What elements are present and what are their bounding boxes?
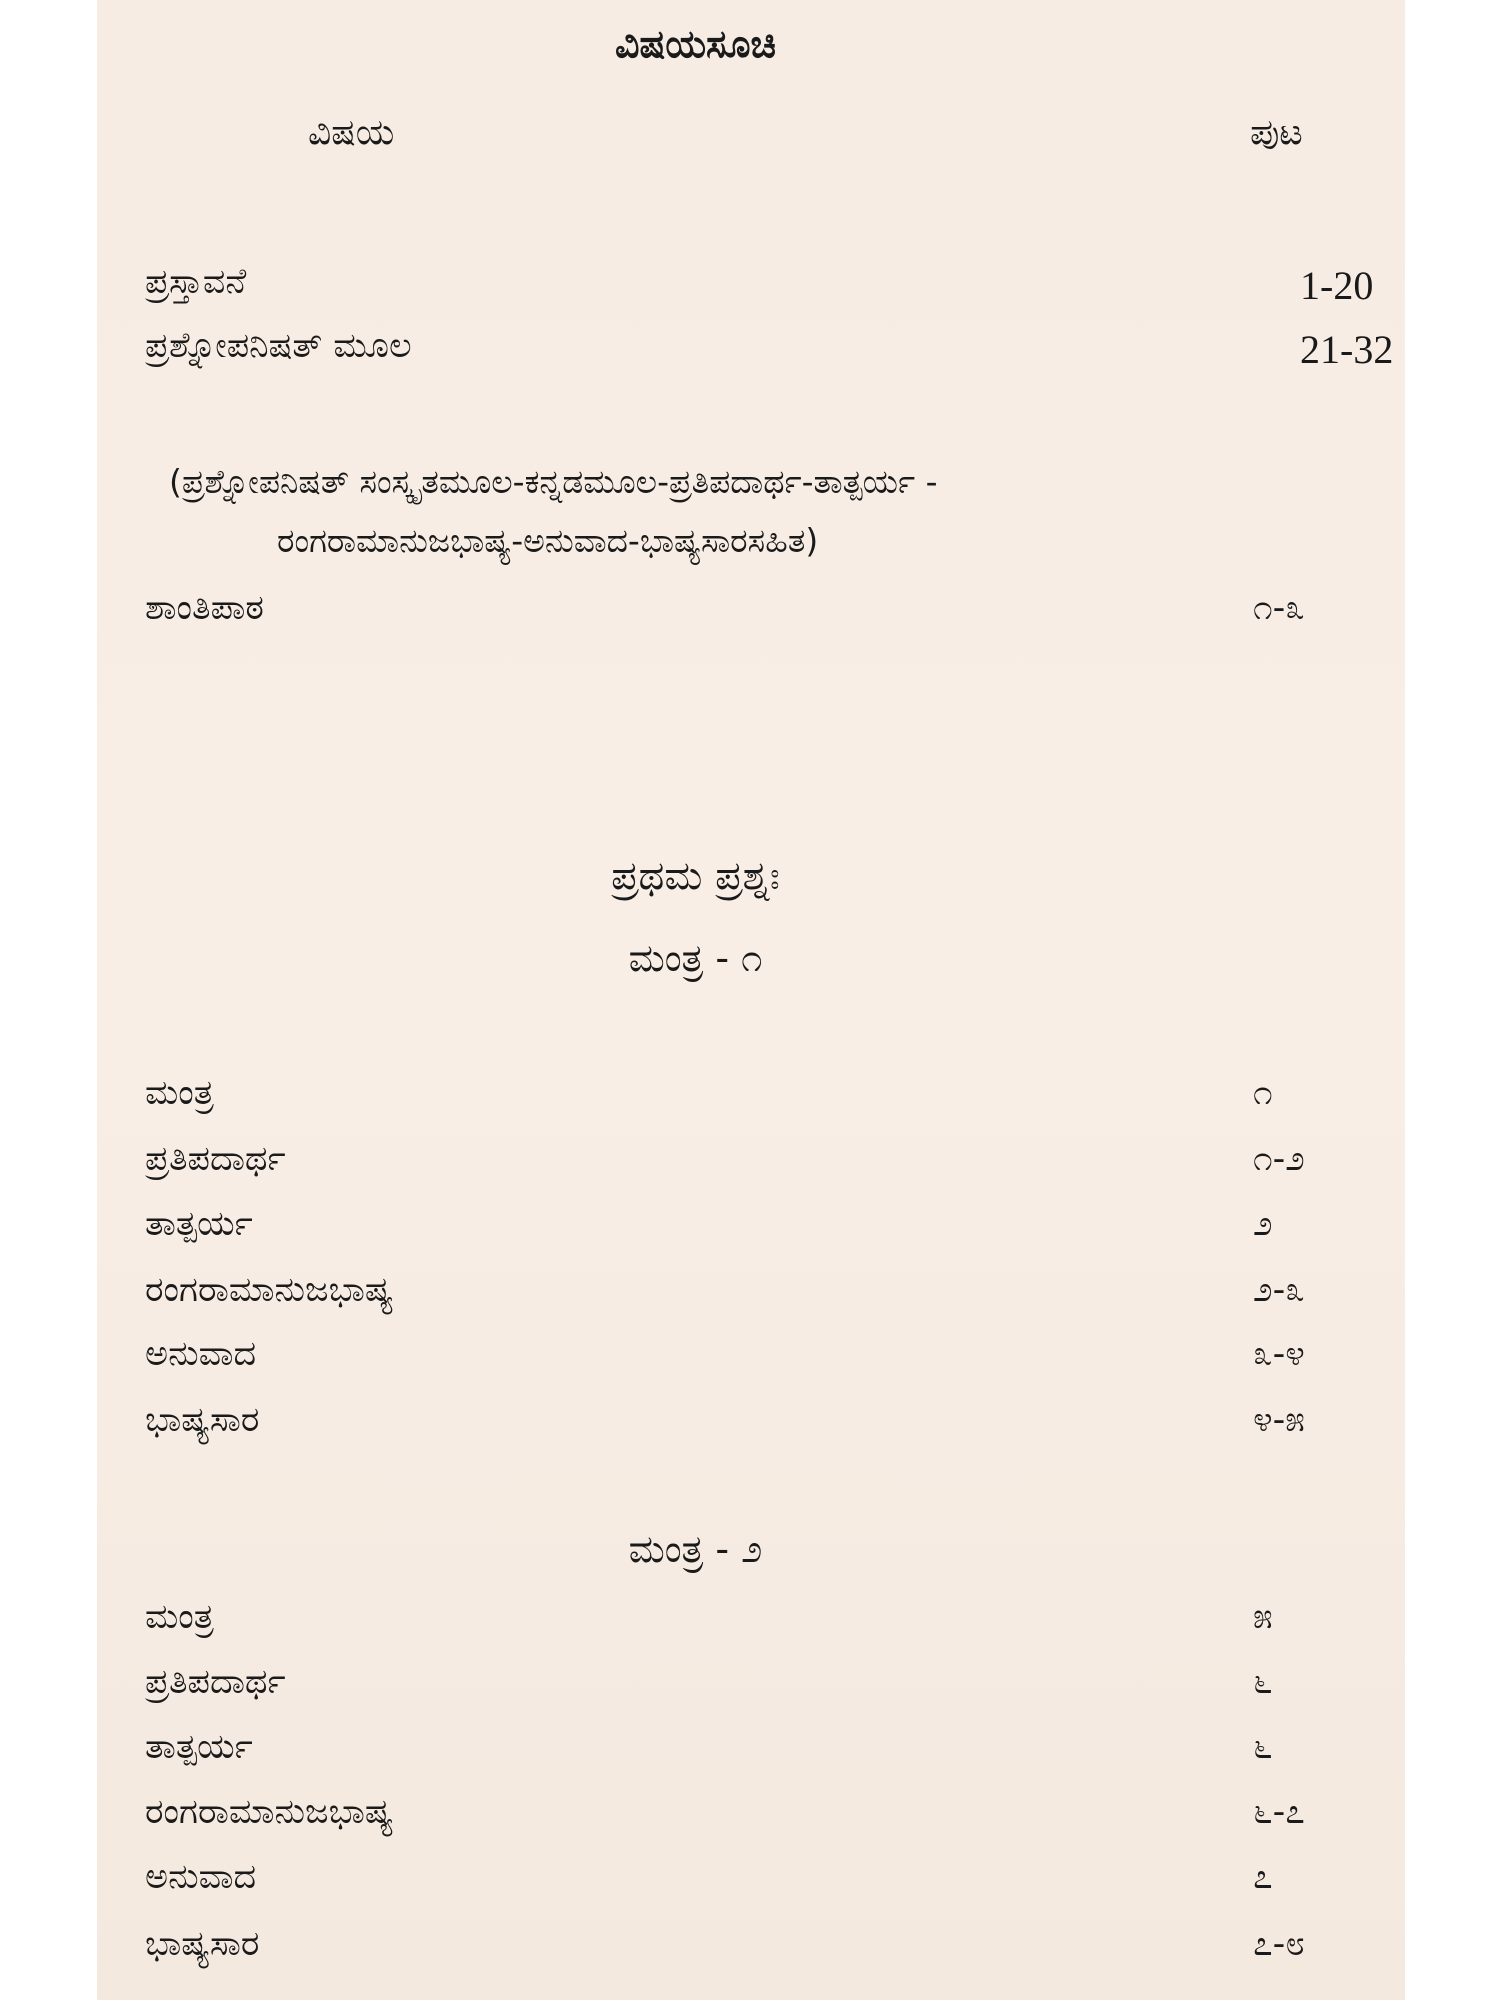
toc-entry[interactable] xyxy=(145,1727,1295,1775)
toc-entry[interactable] xyxy=(145,1400,1305,1448)
toc-entry-page: ೬-೭ xyxy=(1253,1792,1305,1832)
toc-entry-page: ೭ xyxy=(1253,1857,1273,1897)
toc-entry-page: ೬ xyxy=(1253,1662,1273,1702)
toc-entry-label: ಪ್ರತಿಪದಾರ್ಥ xyxy=(145,1139,286,1179)
column-header-page: ಪುಟ xyxy=(1250,112,1303,153)
contents-note-line-1: (ಪ್ರಶ್ನೋಪನಿಷತ್ ಸಂಸ್ಕೃತಮೂಲ-ಕನ್ನಡಮೂಲ-ಪ್ರತಿಪದಾರ್ಥ-ತಾತ್ಪರ್ಯ - xyxy=(169,462,938,501)
toc-entry-page: ೫ xyxy=(1253,1597,1273,1637)
toc-entry-page: ೧-೩ xyxy=(1253,588,1305,628)
mantra-1-heading: ಮಂತ್ರ - ೧ xyxy=(628,936,763,980)
toc-entry-label: ಪ್ರಸ್ತಾವನೆ xyxy=(145,262,247,302)
toc-entry-label: ಪ್ರತಿಪದಾರ್ಥ xyxy=(145,1662,286,1702)
toc-entry-page: ೬ xyxy=(1253,1727,1273,1767)
toc-entry-page: ೪-೫ xyxy=(1253,1400,1305,1440)
toc-entry-label: ಮಂತ್ರ xyxy=(145,1597,214,1637)
contents-note-line-2: ರಂಗರಾಮಾನುಜಭಾಷ್ಯ-ಅನುವಾದ-ಭಾಷ್ಯಸಾರಸಹಿತ) xyxy=(277,521,819,560)
toc-entry-label: ಅನುವಾದ xyxy=(145,1334,257,1374)
toc-entry-label: ರಂಗರಾಮಾನುಜಭಾಷ್ಯ xyxy=(145,1792,394,1832)
toc-entry-label: ತಾತ್ಪರ್ಯ xyxy=(145,1204,253,1244)
toc-entry[interactable] xyxy=(145,1662,1295,1710)
toc-entry-label: ಭಾಷ್ಯಸಾರ xyxy=(145,1400,260,1440)
toc-entry[interactable] xyxy=(145,1597,1295,1645)
column-header-topic: ವಿಷಯ xyxy=(308,112,395,153)
toc-entry-label: ಭಾಷ್ಯಸಾರ xyxy=(145,1924,260,1964)
toc-entry-page: ೨-೩ xyxy=(1253,1270,1305,1310)
page-title: ವಿಷಯಸೂಚಿ xyxy=(614,22,776,66)
toc-entry[interactable] xyxy=(145,1270,1305,1318)
toc-entry-page: 21-32 xyxy=(1300,327,1394,372)
mantra-2-heading: ಮಂತ್ರ - ೨ xyxy=(628,1527,763,1571)
toc-entry[interactable] xyxy=(145,1334,1305,1382)
toc-entry-shanti[interactable] xyxy=(145,588,1305,636)
document-page xyxy=(97,0,1405,2000)
toc-entry-label: ಶಾಂತಿಪಾಠ xyxy=(145,588,264,628)
toc-entry[interactable] xyxy=(145,1924,1305,1972)
toc-entry[interactable] xyxy=(145,1857,1295,1905)
toc-entry-page: ೧ xyxy=(1253,1073,1273,1113)
toc-entry-page: ೧-೨ xyxy=(1253,1139,1305,1179)
toc-entry[interactable] xyxy=(145,1073,1295,1121)
toc-entry-label: ತಾತ್ಪರ್ಯ xyxy=(145,1727,253,1767)
toc-entry-label: ರಂಗರಾಮಾನುಜಭಾಷ್ಯ xyxy=(145,1270,394,1310)
toc-entry-label: ಪ್ರಶ್ನೋಪನಿಷತ್ ಮೂಲ xyxy=(145,326,412,366)
toc-entry-preface[interactable] xyxy=(145,262,1374,310)
toc-entry[interactable] xyxy=(145,1204,1295,1252)
toc-entry[interactable] xyxy=(145,1139,1305,1187)
toc-entry-page: ೭-೮ xyxy=(1253,1924,1305,1964)
toc-entry-page: 1-20 xyxy=(1300,263,1374,308)
toc-entry[interactable] xyxy=(145,1792,1305,1840)
toc-entry-label: ಮಂತ್ರ xyxy=(145,1073,214,1113)
section-heading: ಪ್ರಥಮ ಪ್ರಶ್ನಃ xyxy=(611,853,780,899)
toc-entry-page: ೩-೪ xyxy=(1253,1334,1305,1374)
toc-entry-page: ೨ xyxy=(1253,1204,1273,1244)
toc-entry-label: ಅನುವಾದ xyxy=(145,1857,257,1897)
toc-entry-moola[interactable] xyxy=(145,326,1394,374)
